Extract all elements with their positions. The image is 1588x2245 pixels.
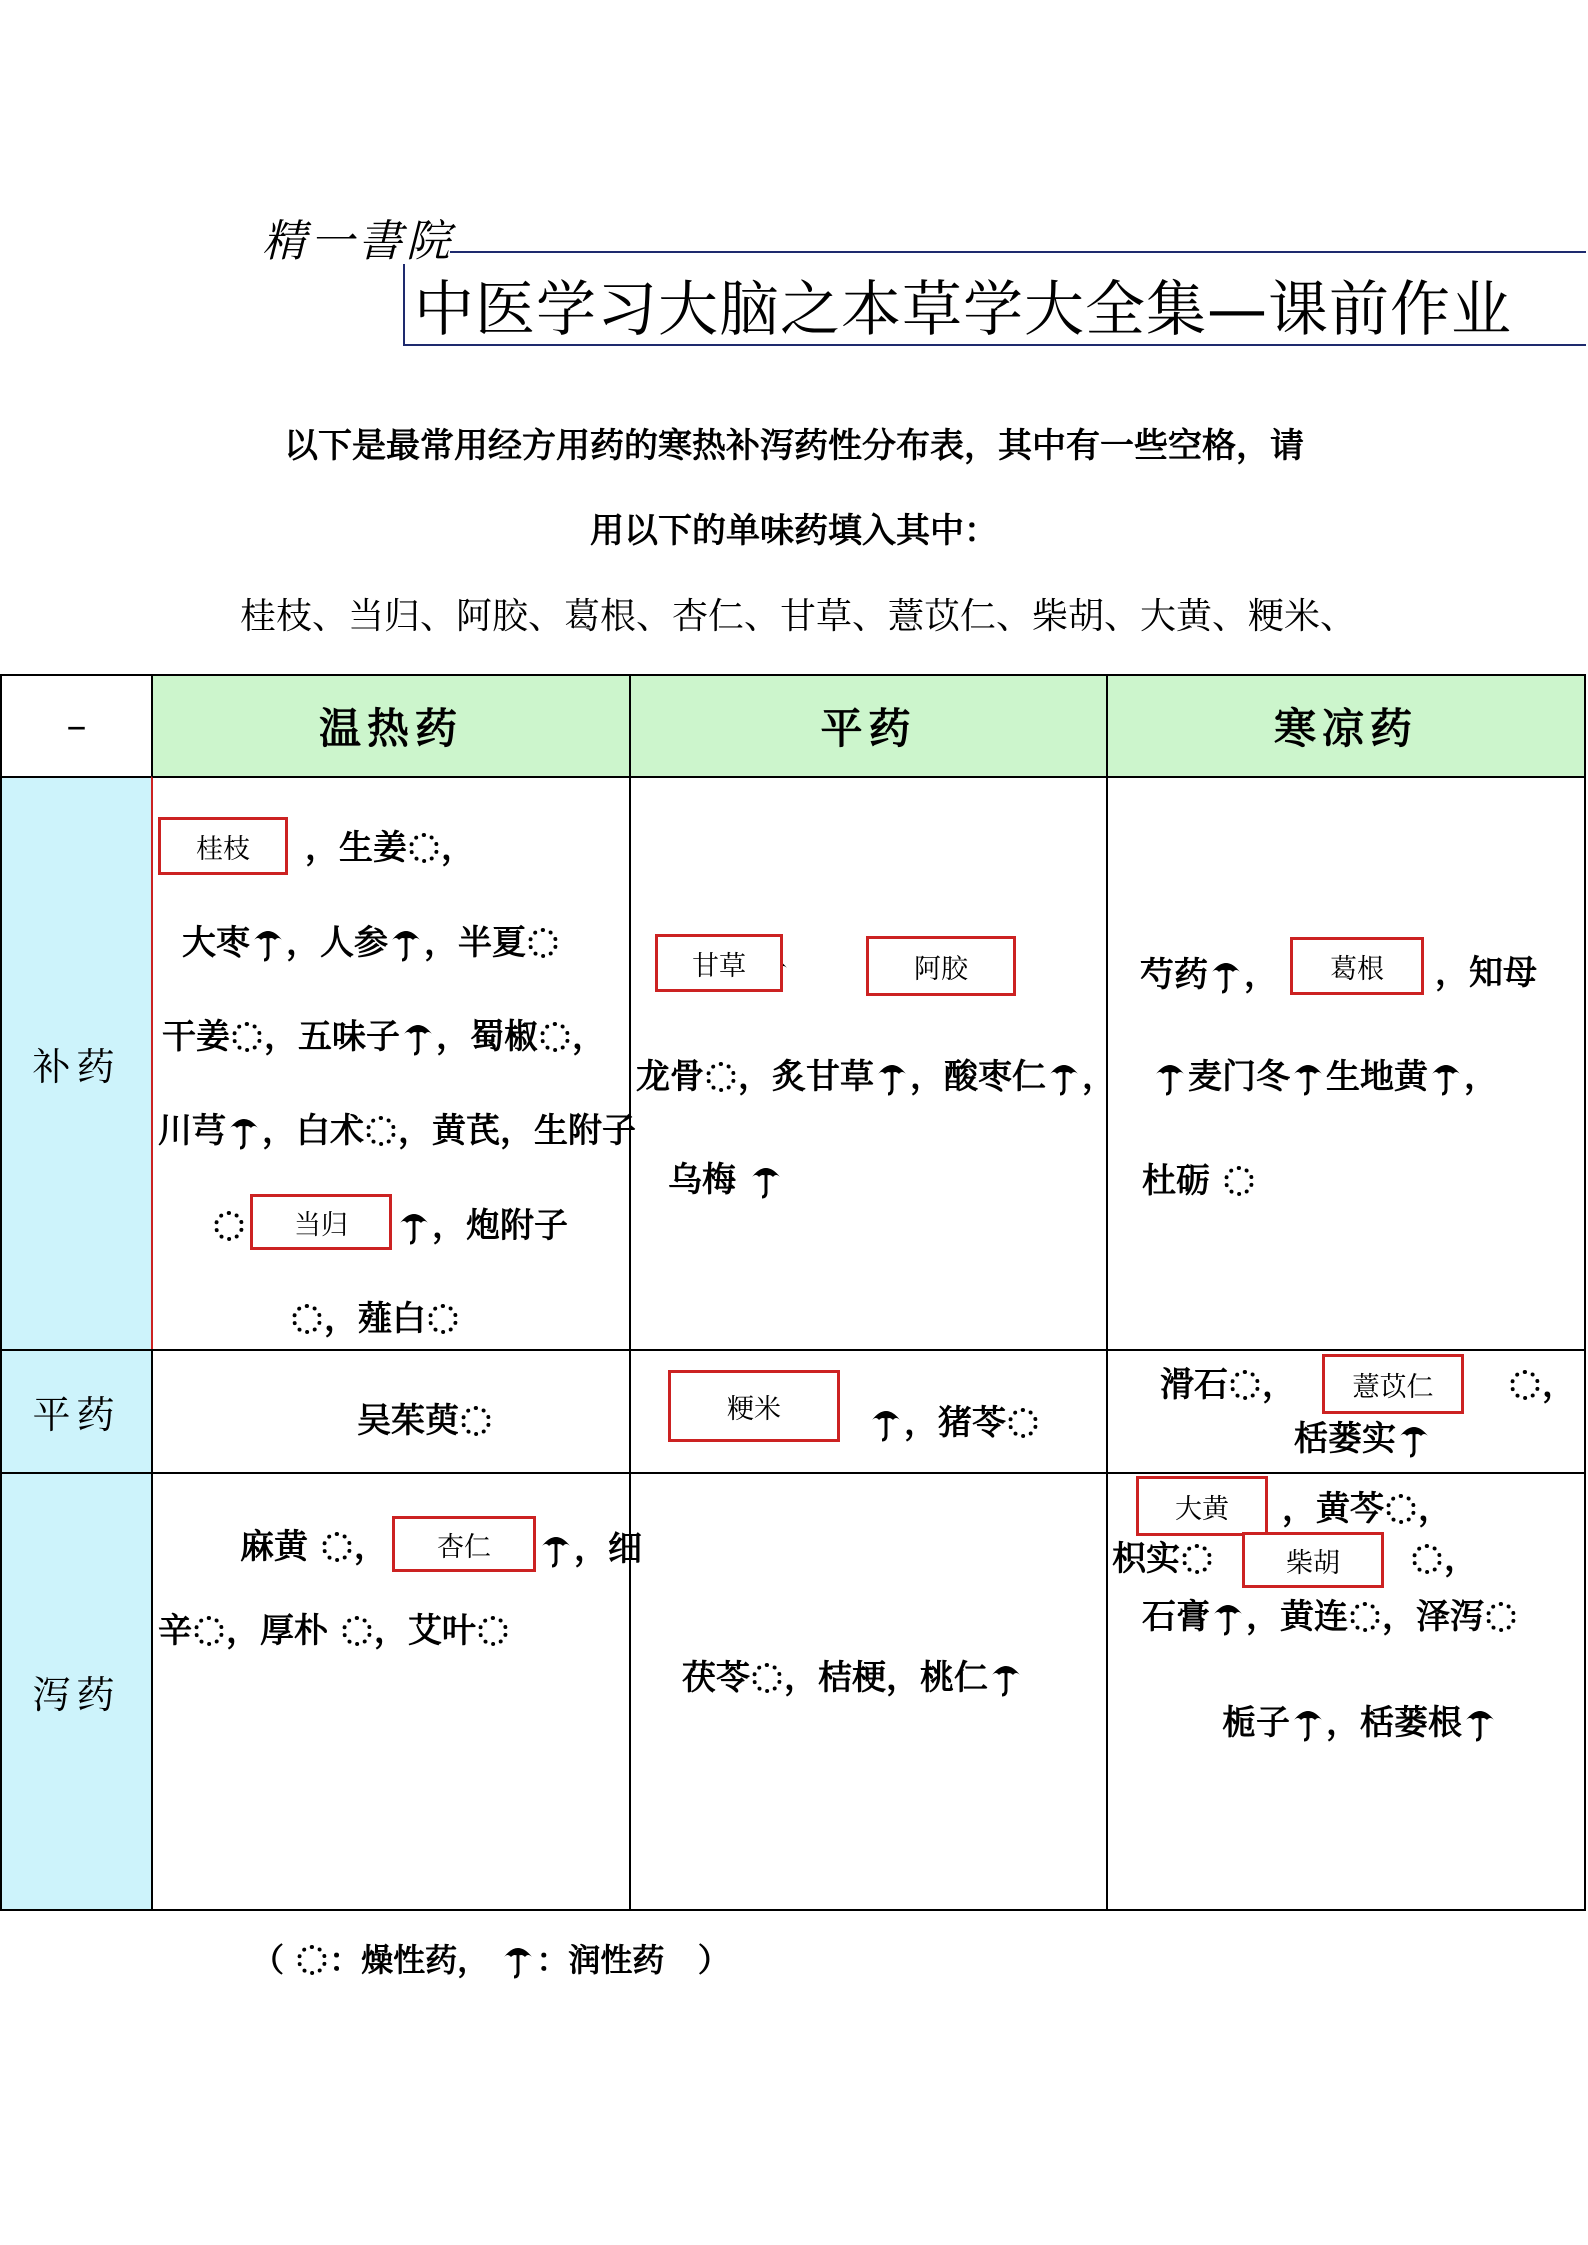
row-header-purge: 泻药 [0, 1472, 153, 1911]
answer-box[interactable]: 薏苡仁 [1322, 1354, 1464, 1414]
herb-line: 滑石 ， [1160, 1365, 1296, 1405]
col-header-neutral: 平药 [629, 674, 1108, 778]
answer-box[interactable]: 大黄 [1136, 1476, 1268, 1536]
dry-icon [1230, 1370, 1260, 1400]
herb-line: 栀子 ，栝蒌根 [1222, 1704, 1498, 1742]
herb-line: 麦门冬 生地黄 ， [1152, 1058, 1498, 1096]
moist-icon [876, 1058, 908, 1096]
dry-icon [428, 1304, 458, 1334]
herb-options: 桂枝、当归、阿胶、葛根、杏仁、甘草、薏苡仁、柴胡、大黄、粳米、 [240, 596, 1357, 637]
moist-icon [870, 1404, 902, 1442]
moist-icon [990, 1659, 1022, 1697]
dry-icon [1510, 1370, 1540, 1400]
moist-icon [1430, 1058, 1462, 1096]
herb-line: ， [1410, 1542, 1478, 1576]
brand-logo: 精一書院 [262, 216, 454, 267]
herb-line: 枳实 [1112, 1542, 1214, 1576]
answer-box[interactable]: 杏仁 [392, 1516, 536, 1572]
moist-icon [402, 1018, 434, 1056]
dry-icon [366, 1116, 396, 1146]
dry-icon [1412, 1544, 1442, 1574]
moist-icon [1464, 1704, 1496, 1742]
dry-icon [1008, 1408, 1038, 1438]
dry-icon [461, 1406, 491, 1436]
row-header-tonify: 补药 [0, 776, 153, 1351]
dry-icon [1182, 1544, 1212, 1574]
herb-line: ，猪苓 [868, 1404, 1040, 1442]
herb-line: 川芎 ，白术 ，黄芪，生附子 [158, 1111, 636, 1151]
moist-icon [1154, 1058, 1186, 1096]
moist-icon [228, 1112, 260, 1150]
row-header-neutral: 平药 [0, 1349, 153, 1474]
header-rule-top [450, 251, 1586, 253]
dry-icon [540, 1022, 570, 1052]
moist-icon [1292, 1058, 1324, 1096]
moist-icon [252, 924, 284, 962]
herb-line: ，知母 [1435, 953, 1537, 993]
herb-line: ，黄芩 ， [1282, 1489, 1452, 1529]
herb-line: 吴茱萸 [357, 1404, 493, 1438]
dry-icon [322, 1532, 352, 1562]
answer-box[interactable]: 阿胶 [866, 936, 1016, 996]
herb-line: ，细 [538, 1530, 642, 1568]
answer-box[interactable]: 桂枝 [158, 817, 288, 875]
herb-line: 栝蒌实 [1294, 1420, 1432, 1458]
dry-icon [1486, 1602, 1516, 1632]
herb-line: 辛 ，厚朴 ，艾叶 [158, 1614, 510, 1648]
herb-line: ，薤白 [290, 1302, 460, 1336]
answer-box[interactable]: 甘草 [655, 934, 783, 992]
dry-icon [528, 928, 558, 958]
dry-icon [478, 1616, 508, 1646]
corner-cell: – [0, 674, 153, 778]
herb-line: 茯苓 ，桔梗，桃仁 [682, 1659, 1024, 1697]
herb-line: 芍药 ， [1140, 955, 1278, 995]
moist-icon [1398, 1420, 1430, 1458]
moist-icon [1048, 1058, 1080, 1096]
header-rule-left [403, 264, 405, 346]
herb-line: ， [1508, 1368, 1576, 1402]
herb-line: 乌梅 [668, 1161, 784, 1199]
col-header-warm: 温热药 [151, 674, 631, 778]
herb-line: 大枣 ，人参 ，半夏 [182, 924, 560, 962]
moist-icon [502, 1941, 534, 1979]
dry-icon [706, 1062, 736, 1092]
legend: （ ：燥性药， ：润性药 ） [252, 1941, 730, 1979]
answer-box[interactable]: 当归 [250, 1194, 392, 1250]
dry-icon [292, 1304, 322, 1334]
moist-icon [398, 1207, 430, 1245]
dry-icon [232, 1022, 262, 1052]
herb-line: 杜砺 [1142, 1164, 1256, 1198]
dry-icon [214, 1211, 244, 1241]
page-title: 中医学习大脑之本草学大全集—课前作业 [414, 275, 1512, 345]
dry-icon [1350, 1602, 1380, 1632]
dry-icon [194, 1616, 224, 1646]
herb-line: ，生姜 ， [305, 828, 475, 868]
moist-icon [1210, 956, 1242, 994]
dry-icon [1224, 1166, 1254, 1196]
herb-line: 麻黄 ， [240, 1527, 388, 1567]
herb-line: 石膏 ，黄连 ，泽泻 [1142, 1598, 1518, 1636]
intro-line-1: 以下是最常用经方用药的寒热补泻药性分布表，其中有一些空格，请 [284, 426, 1304, 466]
dry-icon [1386, 1494, 1416, 1524]
dry-icon [752, 1663, 782, 1693]
herb-line: ，炮附子 [212, 1207, 568, 1245]
dry-icon [297, 1945, 327, 1975]
herb-line: 龙骨 ，炙甘草 ，酸枣仁 ， [636, 1057, 1116, 1097]
answer-box[interactable]: 粳米 [668, 1370, 840, 1442]
moist-icon [750, 1161, 782, 1199]
dry-icon [409, 833, 439, 863]
dry-icon [342, 1616, 372, 1646]
col-header-cold: 寒凉药 [1106, 674, 1586, 778]
answer-box[interactable]: 葛根 [1290, 937, 1424, 995]
intro-line-2: 用以下的单味药填入其中： [590, 511, 998, 551]
moist-icon [390, 924, 422, 962]
moist-icon [1292, 1704, 1324, 1742]
herb-table [0, 674, 1588, 1911]
moist-icon [1212, 1598, 1244, 1636]
moist-icon [540, 1530, 572, 1568]
answer-box[interactable]: 柴胡 [1242, 1532, 1384, 1588]
herb-line: 干姜 ，五味子 ，蜀椒 ， [162, 1017, 606, 1057]
